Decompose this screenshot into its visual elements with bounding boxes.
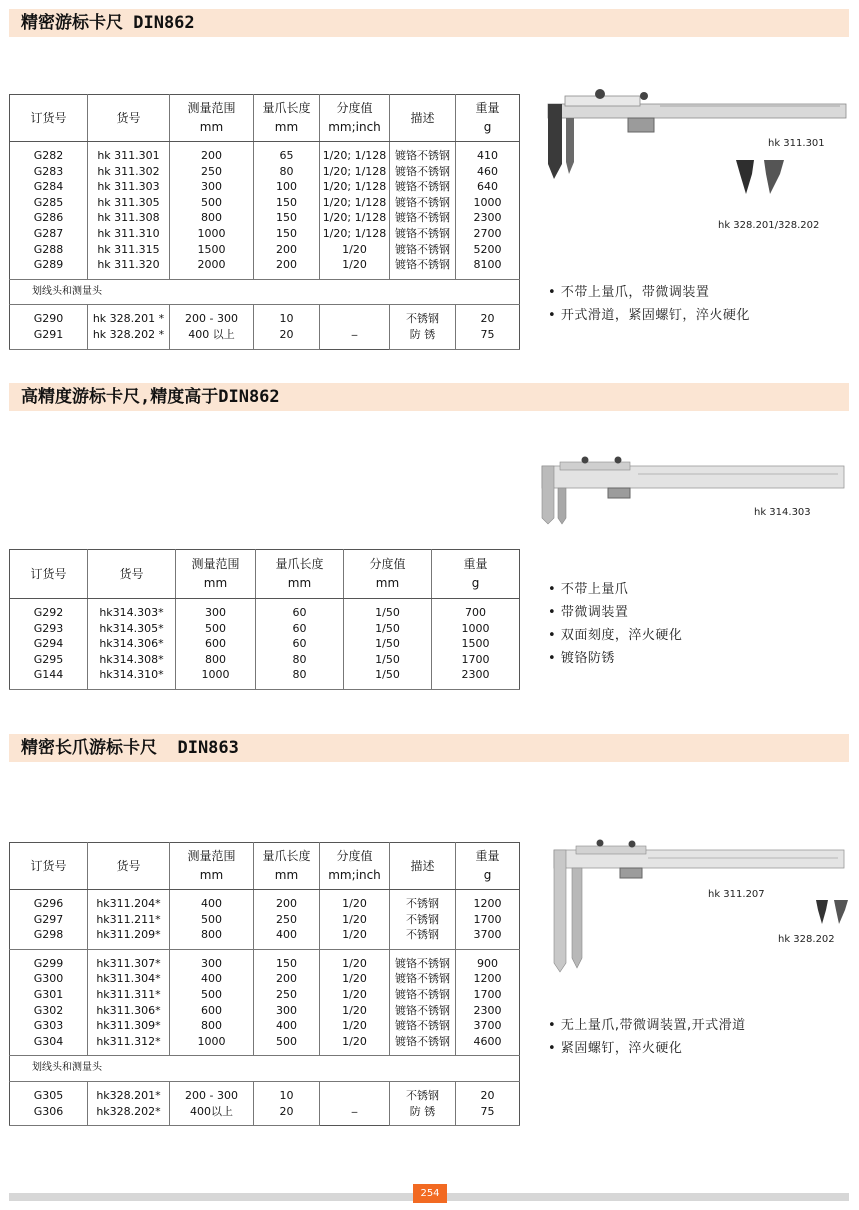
table-cell: 1/20 [320,987,390,1003]
table-cell: G306 [10,1104,88,1126]
table-cell: 不锈钢 [390,927,456,949]
table-cell: 400 以上 [170,327,254,349]
table-cell: 1500 [432,636,520,652]
table-cell: 8100 [456,257,520,279]
table-cell: 镀铬不锈钢 [390,987,456,1003]
table-cell: G286 [33,211,64,225]
table-cell: 1/20 [320,927,390,949]
table-row [10,1003,520,1019]
table-cell: G287 [33,226,64,240]
measuring-tip-image [730,158,790,198]
table-cell: G288 [33,242,64,256]
table-cell: hk311.306* [88,1003,170,1019]
column-header-text: mm [274,868,299,882]
table-cell: 60 [256,636,344,652]
column-header-text: g [483,120,492,134]
table-cell: G300 [33,972,64,986]
table-cell: 75 [456,1104,520,1126]
section-title-din862: 精密游标卡尺 DIN862 [9,9,849,37]
feature-item: • 不带上量爪，带微调装置 [548,281,750,304]
table-cell: 2700 [456,226,520,242]
column-header [256,550,344,599]
table-row [10,210,520,226]
table-cell: 3700 [456,1018,520,1034]
table-cell: 1000 [176,667,256,689]
table-cell: 800 [170,927,254,949]
column-header-text: 测量范围 [187,101,236,115]
column-header-text: 重量 [475,101,500,115]
table-cell: hk311.211* [88,912,170,928]
image-label-328-202: hk 328.202 [778,934,835,945]
column-header-text: 测量范围 [191,557,240,571]
table-cell: 700 [432,599,520,621]
table-cell: 镀铬不锈钢 [390,1034,456,1056]
section-title-din863: 精密长爪游标卡尺 DIN863 [9,734,849,762]
column-header [170,95,254,142]
table-cell: 800 [176,652,256,668]
table-cell: 500 [170,195,254,211]
header-row [10,843,520,890]
table-cell: 镀铬不锈钢 [390,164,456,180]
table-cell: hk311.209* [88,927,170,949]
table-cell: G289 [10,257,88,279]
column-header-text: 重量 [463,557,488,571]
measuring-tip-image-2 [812,898,852,928]
column-header-text: mm;inch [328,120,381,134]
table-cell: 1/20; 1/128 [320,195,390,211]
table-cell: 5200 [456,242,520,258]
image-label-311-301: hk 311.301 [768,138,825,149]
table-cell: 150 [254,195,320,211]
table-row [10,890,520,912]
table-cell: 300 [170,179,254,195]
table-cell: 10 [254,1081,320,1103]
table-cell: G285 [33,195,64,209]
table-row [10,599,520,621]
table-cell: 1/20 [320,1018,390,1034]
header-row [10,550,520,599]
table-cell: 镀铬不锈钢 [390,242,456,258]
sub-caption: 划线头和测量头 [10,1056,520,1082]
table-cell: 防 锈 [390,1104,456,1126]
table-cell: G144 [10,667,88,689]
table-cell: hk314.308* [88,652,176,668]
table-cell: 1/20 [320,890,390,912]
table-cell: 150 [254,226,320,242]
table-cell: 不锈钢 [390,305,456,327]
table-cell: hk328.202* [88,1104,170,1126]
column-header-text: 量爪长度 [262,849,311,863]
feature-item: • 镀铬防锈 [548,647,682,670]
column-header [88,95,170,142]
column-header-text: 分度值 [369,557,406,571]
feature-item: • 带微调装置 [548,601,682,624]
table-cell: 75 [456,327,520,349]
column-header-text: 分度值 [336,849,373,863]
table-cell: 不锈钢 [390,890,456,912]
table-cell: 1/20; 1/128 [320,142,390,164]
column-header-text: 描述 [410,110,435,125]
table-cell: hk314.310* [88,667,176,689]
table-cell: hk 311.308 [88,210,170,226]
column-header [254,843,320,890]
table-cell: 10 [254,305,320,327]
column-header-text: mm [199,120,224,134]
table-cell: hk 328.201 * [88,305,170,327]
table-cell: 1000 [432,621,520,637]
table-cell: 400 [254,927,320,949]
caliper-image-311-207 [548,838,848,976]
column-header-text: 量爪长度 [262,101,311,115]
table-cell: 250 [254,987,320,1003]
table-cell: 1/20; 1/128 [320,164,390,180]
table-cell: 80 [256,667,344,689]
table-cell: 60 [256,621,344,637]
column-header [88,843,170,890]
table-cell: G299 [33,956,64,970]
table-cell: 200 [254,242,320,258]
table-cell: 300 [170,949,254,971]
feature-item: • 不带上量爪 [548,578,682,601]
table-cell: hk 311.302 [88,164,170,180]
table-row [10,971,520,987]
column-header [10,550,88,599]
table-cell: 500 [170,987,254,1003]
table-cell: 2300 [432,667,520,689]
table-cell: 60 [256,599,344,621]
table-row [10,949,520,971]
table-cell: 20 [254,327,320,349]
table-cell: 100 [254,179,320,195]
table-cell: 2300 [456,210,520,226]
column-header-text: mm [375,576,400,590]
table-cell: _ [320,305,390,349]
table-row [10,164,520,180]
column-header-text: mm [203,576,228,590]
column-header [170,843,254,890]
table-cell: 镀铬不锈钢 [390,971,456,987]
table-cell: G301 [33,987,64,1001]
table-cell: 300 [176,599,256,621]
table-cell: 镀铬不锈钢 [390,210,456,226]
table-cell: 250 [254,912,320,928]
table-cell: 镀铬不锈钢 [390,1018,456,1034]
column-header-text: mm;inch [328,868,381,882]
table-cell: 300 [254,1003,320,1019]
table-cell: 1000 [170,1034,254,1056]
table-cell: 镀铬不锈钢 [390,195,456,211]
table-cell: 4600 [456,1034,520,1056]
table-row [10,179,520,195]
table-cell: hk311.304* [88,971,170,987]
table-cell: 1/50 [344,636,432,652]
column-header [176,550,256,599]
sub-caption-row [10,279,520,305]
feature-list-din863 [548,1014,746,1060]
table-cell: 镀铬不锈钢 [390,1003,456,1019]
column-header [320,843,390,890]
table-cell: 600 [176,636,256,652]
table-cell: hk 311.310 [88,226,170,242]
table-cell: hk311.309* [88,1018,170,1034]
table-cell: 2000 [170,257,254,279]
table-cell: 镀铬不锈钢 [390,226,456,242]
column-header-text: 订货号 [30,110,67,125]
table-row [10,912,520,928]
table-cell: 1/20 [320,257,390,279]
table-cell: 1/20; 1/128 [320,179,390,195]
table-cell: 防 锈 [390,327,456,349]
table-row [10,242,520,258]
page-number: 254 [413,1184,447,1203]
table-cell: hk 328.202 * [88,327,170,349]
table-cell: 1700 [432,652,520,668]
table-cell: G290 [33,312,64,326]
table-cell: 1/20; 1/128 [320,226,390,242]
table-cell: G304 [10,1034,88,1056]
table-cell: G293 [33,621,64,635]
sub-caption: 划线头和测量头 [10,279,520,305]
table-cell: 1000 [456,195,520,211]
table-cell: 400以上 [170,1104,254,1126]
table-cell: 80 [254,164,320,180]
column-header-text: 货号 [119,566,144,581]
column-header-text: 量爪长度 [275,557,324,571]
header-row [10,95,520,142]
table-row [10,1034,520,1056]
table-cell: hk314.306* [88,636,176,652]
column-header-text: 订货号 [30,858,67,873]
table-row [10,636,520,652]
table-cell: 800 [170,210,254,226]
table-cell: 20 [254,1104,320,1126]
table-cell: 镀铬不锈钢 [390,949,456,971]
feature-list-din862 [548,281,750,327]
table-row [10,652,520,668]
column-header [344,550,432,599]
table-cell: G296 [33,897,64,910]
column-header-text: g [483,868,492,882]
column-header [88,550,176,599]
table-cell: G282 [33,149,64,162]
image-label-311-207: hk 311.207 [708,889,765,900]
table-cell: 640 [456,179,520,195]
table-cell: 150 [254,949,320,971]
column-header [432,550,520,599]
feature-item: • 紧固螺钉，淬火硬化 [548,1037,746,1060]
table-cell: 250 [170,164,254,180]
table-cell: 不锈钢 [390,912,456,928]
table-row [10,226,520,242]
table-cell: 150 [254,210,320,226]
table-cell: G283 [33,164,64,178]
table-cell: G303 [33,1019,64,1033]
table-row [10,621,520,637]
feature-list-high-precision [548,578,682,670]
column-header [390,95,456,142]
table-cell: 200 [254,890,320,912]
column-header-text: 测量范围 [187,849,236,863]
column-header-text: 货号 [116,858,141,873]
column-header-text: mm [199,868,224,882]
column-header [254,95,320,142]
table-cell: hk314.303* [88,599,176,621]
column-header-text: g [471,576,480,590]
table-cell: 65 [254,142,320,164]
table-row [10,142,520,164]
column-header-text: mm [287,576,312,590]
table-cell: G305 [33,1088,64,1102]
table-cell: 20 [456,1081,520,1103]
table-cell: G295 [33,652,64,666]
table-cell: 200 - 300 [170,305,254,327]
table-cell: G302 [33,1003,64,1017]
table-cell: G284 [33,180,64,194]
table-cell: 1200 [456,890,520,912]
table-cell: 200 - 300 [170,1081,254,1103]
table-cell: 80 [256,652,344,668]
section-title-high-precision: 高精度游标卡尺,精度高于DIN862 [9,383,849,411]
image-label-328-201: hk 328.201/328.202 [718,220,820,231]
table-cell: hk 311.305 [88,195,170,211]
table-cell: 400 [254,1018,320,1034]
table-cell: 镀铬不锈钢 [390,179,456,195]
table-cell: 1/50 [344,667,432,689]
table-cell: 400 [170,971,254,987]
table-cell: 1/20 [320,1003,390,1019]
table-cell: 1/50 [344,652,432,668]
table-cell: 20 [456,305,520,327]
table-cell: G297 [33,912,64,926]
table-cell: 400 [170,890,254,912]
table-cell: 1700 [456,912,520,928]
table-cell: 1/50 [344,599,432,621]
table-cell: hk311.307* [88,949,170,971]
column-header-text: mm [274,120,299,134]
spec-table-din863 [9,842,520,1126]
column-header-text: 描述 [410,858,435,873]
table-cell: hk328.201* [88,1081,170,1103]
table-cell: hk311.311* [88,987,170,1003]
table-row [10,1081,520,1103]
table-row [10,667,520,689]
column-header [10,843,88,890]
table-cell: 500 [254,1034,320,1056]
table-cell: G292 [33,606,64,619]
table-cell: 500 [170,912,254,928]
table-cell: G291 [10,327,88,349]
table-cell: 1500 [170,242,254,258]
table-cell: hk311.312* [88,1034,170,1056]
feature-item: • 开式滑道，紧固螺钉，淬火硬化 [548,304,750,327]
table-cell: 600 [170,1003,254,1019]
table-cell: 镀铬不锈钢 [390,142,456,164]
column-header [456,95,520,142]
table-cell: 900 [456,949,520,971]
table-cell: 1/20 [320,912,390,928]
table-cell: 2300 [456,1003,520,1019]
table-cell: 1200 [456,971,520,987]
table-cell: 410 [456,142,520,164]
image-label-314-303: hk 314.303 [754,507,811,518]
table-cell: 1/20 [320,949,390,971]
table-cell: 500 [176,621,256,637]
column-header-text: 货号 [116,110,141,125]
feature-item: • 无上量爪,带微调装置,开式滑道 [548,1014,746,1037]
table-row [10,257,520,279]
table-row [10,1018,520,1034]
table-row [10,305,520,327]
table-cell: 1/20 [320,1034,390,1056]
table-cell: 1000 [170,226,254,242]
table-row [10,927,520,949]
table-cell: 800 [170,1018,254,1034]
table-cell: hk 311.315 [88,242,170,258]
table-cell: hk 311.301 [88,142,170,164]
column-header-text: 重量 [475,849,500,863]
table-cell: 1700 [456,987,520,1003]
column-header [320,95,390,142]
table-cell: 1/20; 1/128 [320,210,390,226]
table-cell: _ [320,1081,390,1125]
table-cell: 3700 [456,927,520,949]
table-cell: 200 [254,971,320,987]
table-cell: 1/20 [320,971,390,987]
table-cell: 200 [170,142,254,164]
column-header-text: 订货号 [30,566,67,581]
spec-table-din862 [9,94,520,350]
table-cell: 不锈钢 [390,1081,456,1103]
sub-caption-row [10,1056,520,1082]
table-row [10,195,520,211]
table-row [10,1104,520,1126]
column-header [390,843,456,890]
table-row [10,327,520,349]
table-cell: hk 311.320 [88,257,170,279]
feature-item: • 双面刻度，淬火硬化 [548,624,682,647]
table-cell: 1/20 [320,242,390,258]
table-cell: G294 [33,637,64,651]
table-cell: 1/50 [344,621,432,637]
table-cell: hk 311.303 [88,179,170,195]
table-cell: hk311.204* [88,890,170,912]
table-cell: hk314.305* [88,621,176,637]
column-header-text: 分度值 [336,101,373,115]
table-cell: 镀铬不锈钢 [390,257,456,279]
table-cell: 460 [456,164,520,180]
table-row [10,987,520,1003]
column-header [10,95,88,142]
spec-table-high-precision [9,549,520,690]
table-cell: 200 [254,257,320,279]
column-header [456,843,520,890]
table-cell: G298 [10,927,88,949]
